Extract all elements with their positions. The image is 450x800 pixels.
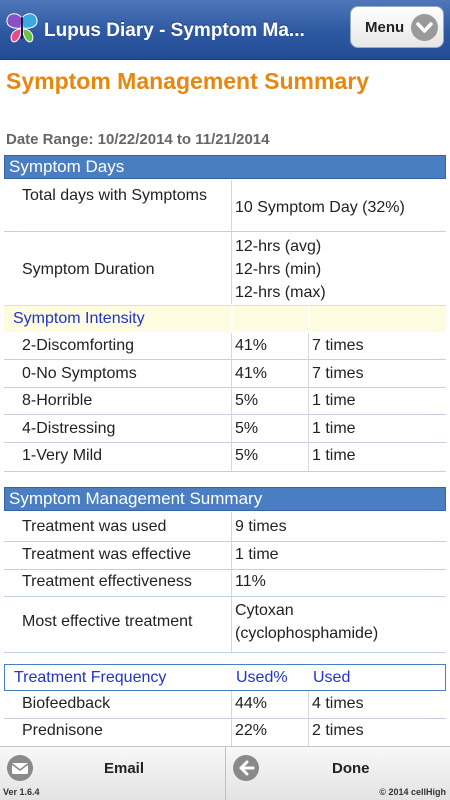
intensity-heading: Symptom Intensity — [13, 310, 145, 327]
frequency-col-pct: Used% — [236, 669, 288, 686]
intensity-label: 8-Horrible — [22, 392, 93, 409]
most-effective-label: Most effective treatment — [22, 613, 193, 630]
app-header — [0, 0, 450, 60]
intensity-pct: 5% — [235, 447, 259, 464]
intensity-label: 0-No Symptoms — [22, 365, 137, 382]
frequency-heading: Treatment Frequency — [14, 669, 167, 686]
management-label: Treatment was effective — [22, 546, 191, 563]
date-range: Date Range: 10/22/2014 to 11/21/2014 — [6, 131, 270, 148]
menu-button[interactable] — [350, 6, 444, 48]
intensity-pct: 5% — [235, 392, 259, 409]
management-label: Treatment was used — [22, 518, 167, 535]
most-effective-line2: (cyclophosphamide) — [235, 625, 379, 642]
intensity-pct: 5% — [235, 420, 259, 437]
frequency-label: Prednisone — [22, 722, 103, 739]
frequency-count: 2 times — [312, 722, 364, 739]
frequency-pct: 44% — [235, 695, 268, 712]
duration-max: 12-hrs (max) — [235, 284, 326, 301]
butterfly-icon — [4, 10, 40, 46]
menu-label: Menu — [365, 19, 405, 36]
frequency-label: Biofeedback — [22, 695, 111, 712]
frequency-pct: 22% — [235, 722, 268, 739]
section-management: Symptom Management Summary — [4, 487, 446, 511]
intensity-label: 2-Discomforting — [22, 337, 135, 354]
chevron-down-icon — [411, 14, 438, 41]
envelope-icon — [7, 755, 33, 781]
management-value: 1 time — [235, 546, 279, 563]
summary-content[interactable] — [0, 60, 450, 746]
total-days-value: 10 Symptom Day (32%) — [235, 199, 405, 216]
intensity-count: 1 time — [312, 420, 356, 437]
intensity-pct: 41% — [235, 365, 268, 382]
page-title: Symptom Management Summary — [6, 68, 369, 94]
intensity-subheader — [4, 306, 446, 332]
done-label: Done — [332, 760, 370, 777]
frequency-subheader — [4, 664, 446, 691]
management-value: 11% — [235, 573, 266, 590]
frequency-count: 4 times — [312, 695, 364, 712]
intensity-label: 1-Very Mild — [22, 447, 103, 464]
intensity-count: 1 time — [312, 447, 356, 464]
footer-toolbar — [0, 746, 450, 800]
intensity-count: 7 times — [312, 337, 364, 354]
management-label: Treatment effectiveness — [22, 573, 192, 590]
intensity-count: 1 time — [312, 392, 356, 409]
most-effective-line1: Cytoxan — [235, 602, 294, 619]
frequency-col-used: Used — [313, 669, 351, 686]
intensity-label: 4-Distressing — [22, 420, 116, 437]
intensity-pct: 41% — [235, 337, 268, 354]
intensity-count: 7 times — [312, 365, 364, 382]
management-value: 9 times — [235, 518, 287, 535]
copyright-text: © 2014 cellHigh — [379, 787, 446, 797]
email-label: Email — [104, 760, 145, 777]
duration-min: 12-hrs (min) — [235, 261, 322, 278]
section-symptom-days: Symptom Days — [4, 155, 446, 179]
duration-avg: 12-hrs (avg) — [235, 238, 322, 255]
version-text: Ver 1.6.4 — [3, 787, 40, 797]
back-arrow-icon — [233, 755, 259, 781]
duration-label: Symptom Duration — [22, 261, 155, 278]
app-title: Lupus Diary - Symptom Ma... — [44, 20, 305, 41]
total-days-label: Total days with Symptoms — [22, 187, 207, 204]
